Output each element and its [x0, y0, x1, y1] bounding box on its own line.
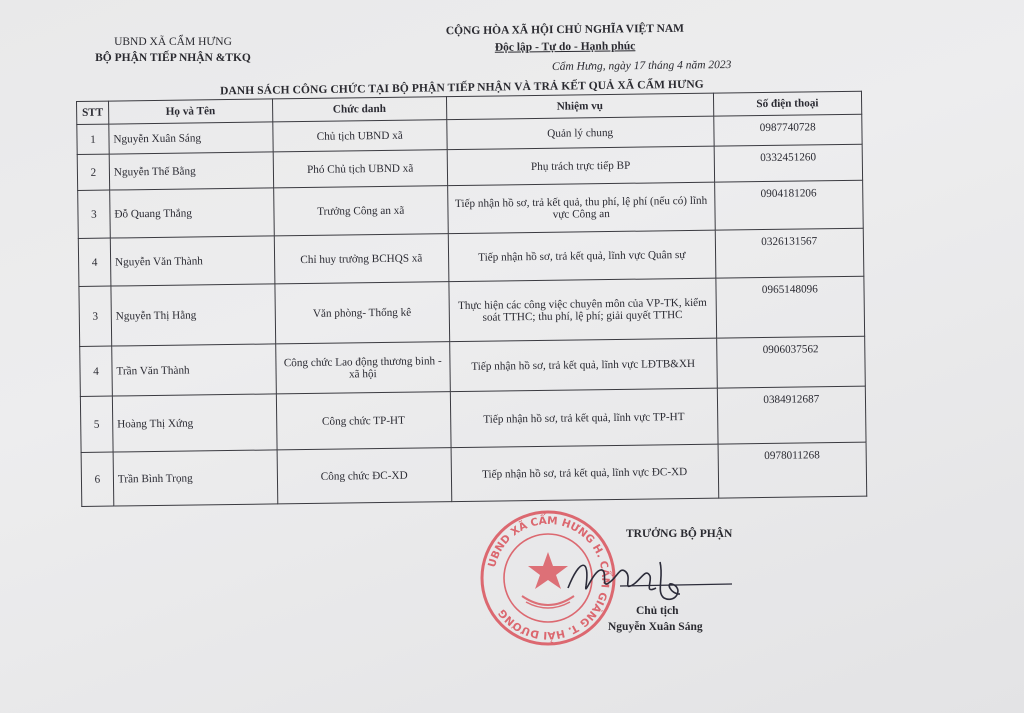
- header-phone: Số điện thoại: [713, 91, 862, 116]
- cell-name: Đỗ Quang Thắng: [110, 188, 274, 238]
- cell-phone: 0384912687: [717, 386, 866, 444]
- department-name: BỘ PHẬN TIẾP NHẬN &TKQ: [95, 52, 251, 64]
- motto: Độc lập - Tự do - Hạnh phúc: [494, 40, 636, 54]
- cell-task: Quản lý chung: [447, 116, 714, 149]
- cell-position: Công chức TP-HT: [276, 392, 451, 450]
- table-row: [80, 386, 866, 452]
- cell-phone: 0987740728: [713, 114, 862, 146]
- cell-name: Trần Bình Trọng: [113, 450, 277, 506]
- cell-phone: 0978011268: [718, 442, 867, 498]
- cell-task: Tiếp nhận hồ sơ, trả kết quả, lĩnh vực Quân sự: [448, 230, 715, 281]
- cell-phone: 0904181206: [714, 180, 863, 230]
- cell-stt: 3: [78, 190, 111, 238]
- cell-stt: 4: [80, 346, 113, 396]
- cell-position: Công chức Lao động thương binh - xã hội: [275, 342, 450, 394]
- cell-phone: 0326131567: [715, 228, 864, 278]
- signature-title: TRƯỞNG BỘ PHẬN: [626, 528, 733, 540]
- cell-stt: 3: [79, 286, 112, 346]
- handwritten-signature-icon: [560, 548, 740, 608]
- cell-position: Phó Chủ tịch UBND xã: [273, 150, 448, 188]
- cell-name: Trần Văn Thành: [112, 344, 276, 396]
- cell-stt: 5: [80, 396, 113, 452]
- cell-position: Công chức ĐC-XD: [277, 448, 452, 504]
- signer-role: Chủ tịch: [636, 605, 679, 617]
- issuing-agency: [88, 34, 258, 66]
- cell-name: Nguyễn Thế Bằng: [109, 152, 273, 190]
- cell-phone: 0965148096: [715, 276, 864, 338]
- cell-position: Văn phòng- Thống kê: [275, 282, 450, 344]
- agency-name: UBND XÃ CẨM HƯNG: [114, 36, 232, 48]
- header-position: Chức danh: [272, 97, 446, 122]
- cell-task: Tiếp nhận hồ sơ, trả kết quả, lĩnh vực TP-HT: [450, 388, 718, 447]
- table-row: [81, 442, 867, 506]
- document-date: Cẩm Hưng, ngày 17 tháng 4 năm 2023: [551, 59, 732, 73]
- staff-table-wrapper: [76, 91, 867, 507]
- cell-stt: 1: [77, 124, 109, 154]
- svg-text:UBND XÃ CẨM HƯNG H. CẨM GIÀNG: UBND XÃ CẨM HƯNG H. CẨM GIÀNG T. HẢI DƯƠNG: [486, 514, 612, 642]
- cell-position: Trưởng Công an xã: [273, 186, 448, 236]
- cell-phone: 0332451260: [714, 144, 863, 182]
- national-motto: [440, 21, 690, 58]
- cell-stt: 4: [78, 238, 111, 286]
- cell-phone: 0906037562: [716, 336, 865, 388]
- header-task: Nhiệm vụ: [446, 93, 713, 119]
- cell-name: Nguyễn Văn Thành: [110, 236, 274, 286]
- cell-task: Phụ trách trực tiếp BP: [447, 146, 714, 185]
- cell-stt: 2: [77, 154, 109, 190]
- cell-task: Tiếp nhận hồ sơ, trả kết quả, lĩnh vực LĐTB&XH: [449, 338, 716, 391]
- signer-name: Nguyễn Xuân Sáng: [608, 621, 703, 633]
- cell-task: Tiếp nhận hồ sơ, trả kết quả, thu phí, lệ phí (nếu có) lĩnh vực Công an: [447, 182, 714, 233]
- cell-name: Nguyễn Xuân Sáng: [109, 122, 273, 154]
- cell-position: Chỉ huy trưởng BCHQS xã: [274, 234, 449, 284]
- table-row: [79, 276, 865, 346]
- cell-name: Hoàng Thị Xứng: [112, 394, 277, 452]
- country-name: CỘNG HÒA XÃ HỘI CHỦ NGHĨA VIỆT NAM: [445, 22, 685, 38]
- header-stt: STT: [77, 101, 109, 124]
- header-name: Họ và Tên: [108, 99, 272, 124]
- cell-task: Thực hiện các công việc chuyên môn của VP-TK, kiểm soát TTHC; thu phí, lệ phí; giải quyết TTHC: [449, 278, 717, 341]
- cell-stt: 6: [81, 452, 114, 506]
- document-title: DANH SÁCH CÔNG CHỨC TẠI BỘ PHẬN TIẾP NHẬN VÀ TRẢ KẾT QUẢ XÃ CẨM HƯNG: [219, 78, 704, 98]
- staff-table: [76, 91, 867, 507]
- cell-task: Tiếp nhận hồ sơ, trả kết quả, lĩnh vực ĐC-XD: [451, 444, 718, 501]
- cell-position: Chủ tịch UBND xã: [273, 120, 447, 152]
- cell-name: Nguyễn Thị Hằng: [111, 284, 276, 346]
